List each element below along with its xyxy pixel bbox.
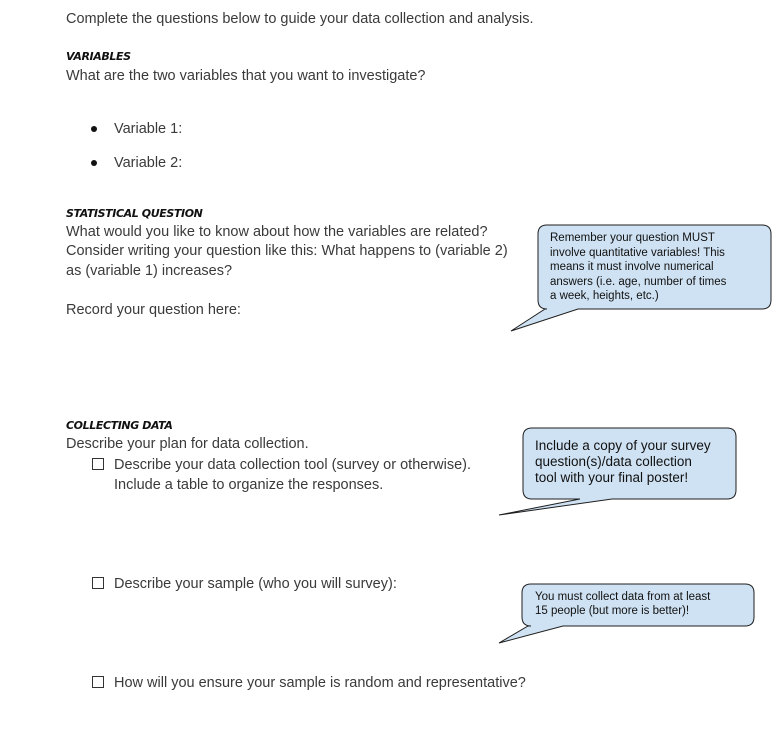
variable-1-label: Variable 1:: [114, 121, 183, 137]
callout-sample-text: [535, 590, 710, 618]
callout-line: means it must involve numerical: [550, 261, 714, 273]
callout-line: tool with your final poster!: [535, 470, 689, 485]
callout-line: answers (i.e. age, number of times: [550, 275, 727, 288]
intro-text: Complete the questions below to guide your data collection and analysis.: [66, 11, 534, 27]
statistical-question-line-2: Consider writing your question like this: What happens to (variable 2): [66, 243, 508, 259]
collecting-data-heading: COLLECTING DATA: [66, 419, 173, 432]
statistical-question-line-1: What would you like to know about how the variables are related?: [66, 224, 488, 240]
record-question-label: Record your question here:: [66, 302, 241, 318]
callout-line: 15 people (but more is better)!: [535, 605, 690, 617]
callout-line: involve quantitative variables! This: [550, 246, 725, 259]
callout-line: a week, heights, etc.): [550, 290, 659, 302]
callout-line: question(s)/data collection: [535, 454, 692, 469]
collecting-data-intro: Describe your plan for data collection.: [66, 436, 309, 452]
statistical-question-heading: STATISTICAL QUESTION: [66, 207, 203, 220]
statistical-question-line-3: as (variable 1) increases?: [66, 263, 233, 279]
callout-line: You must collect data from at least: [535, 591, 711, 603]
callout-line: Remember your question MUST: [550, 232, 715, 244]
callout-line: Include a copy of your survey: [535, 438, 711, 453]
variables-heading: VARIABLES: [66, 50, 131, 63]
task-sample-line: Describe your sample (who you will survey):: [114, 576, 397, 592]
variable-2-label: Variable 2:: [114, 155, 183, 171]
variables-question: What are the two variables that you want to investigate?: [66, 68, 426, 84]
task-tool-line-1: Describe your data collection tool (survey or otherwise).: [114, 457, 472, 473]
task-tool-line-2: Include a table to organize the responses.: [114, 477, 384, 493]
task-random-line: How will you ensure your sample is random and representative?: [114, 675, 526, 691]
